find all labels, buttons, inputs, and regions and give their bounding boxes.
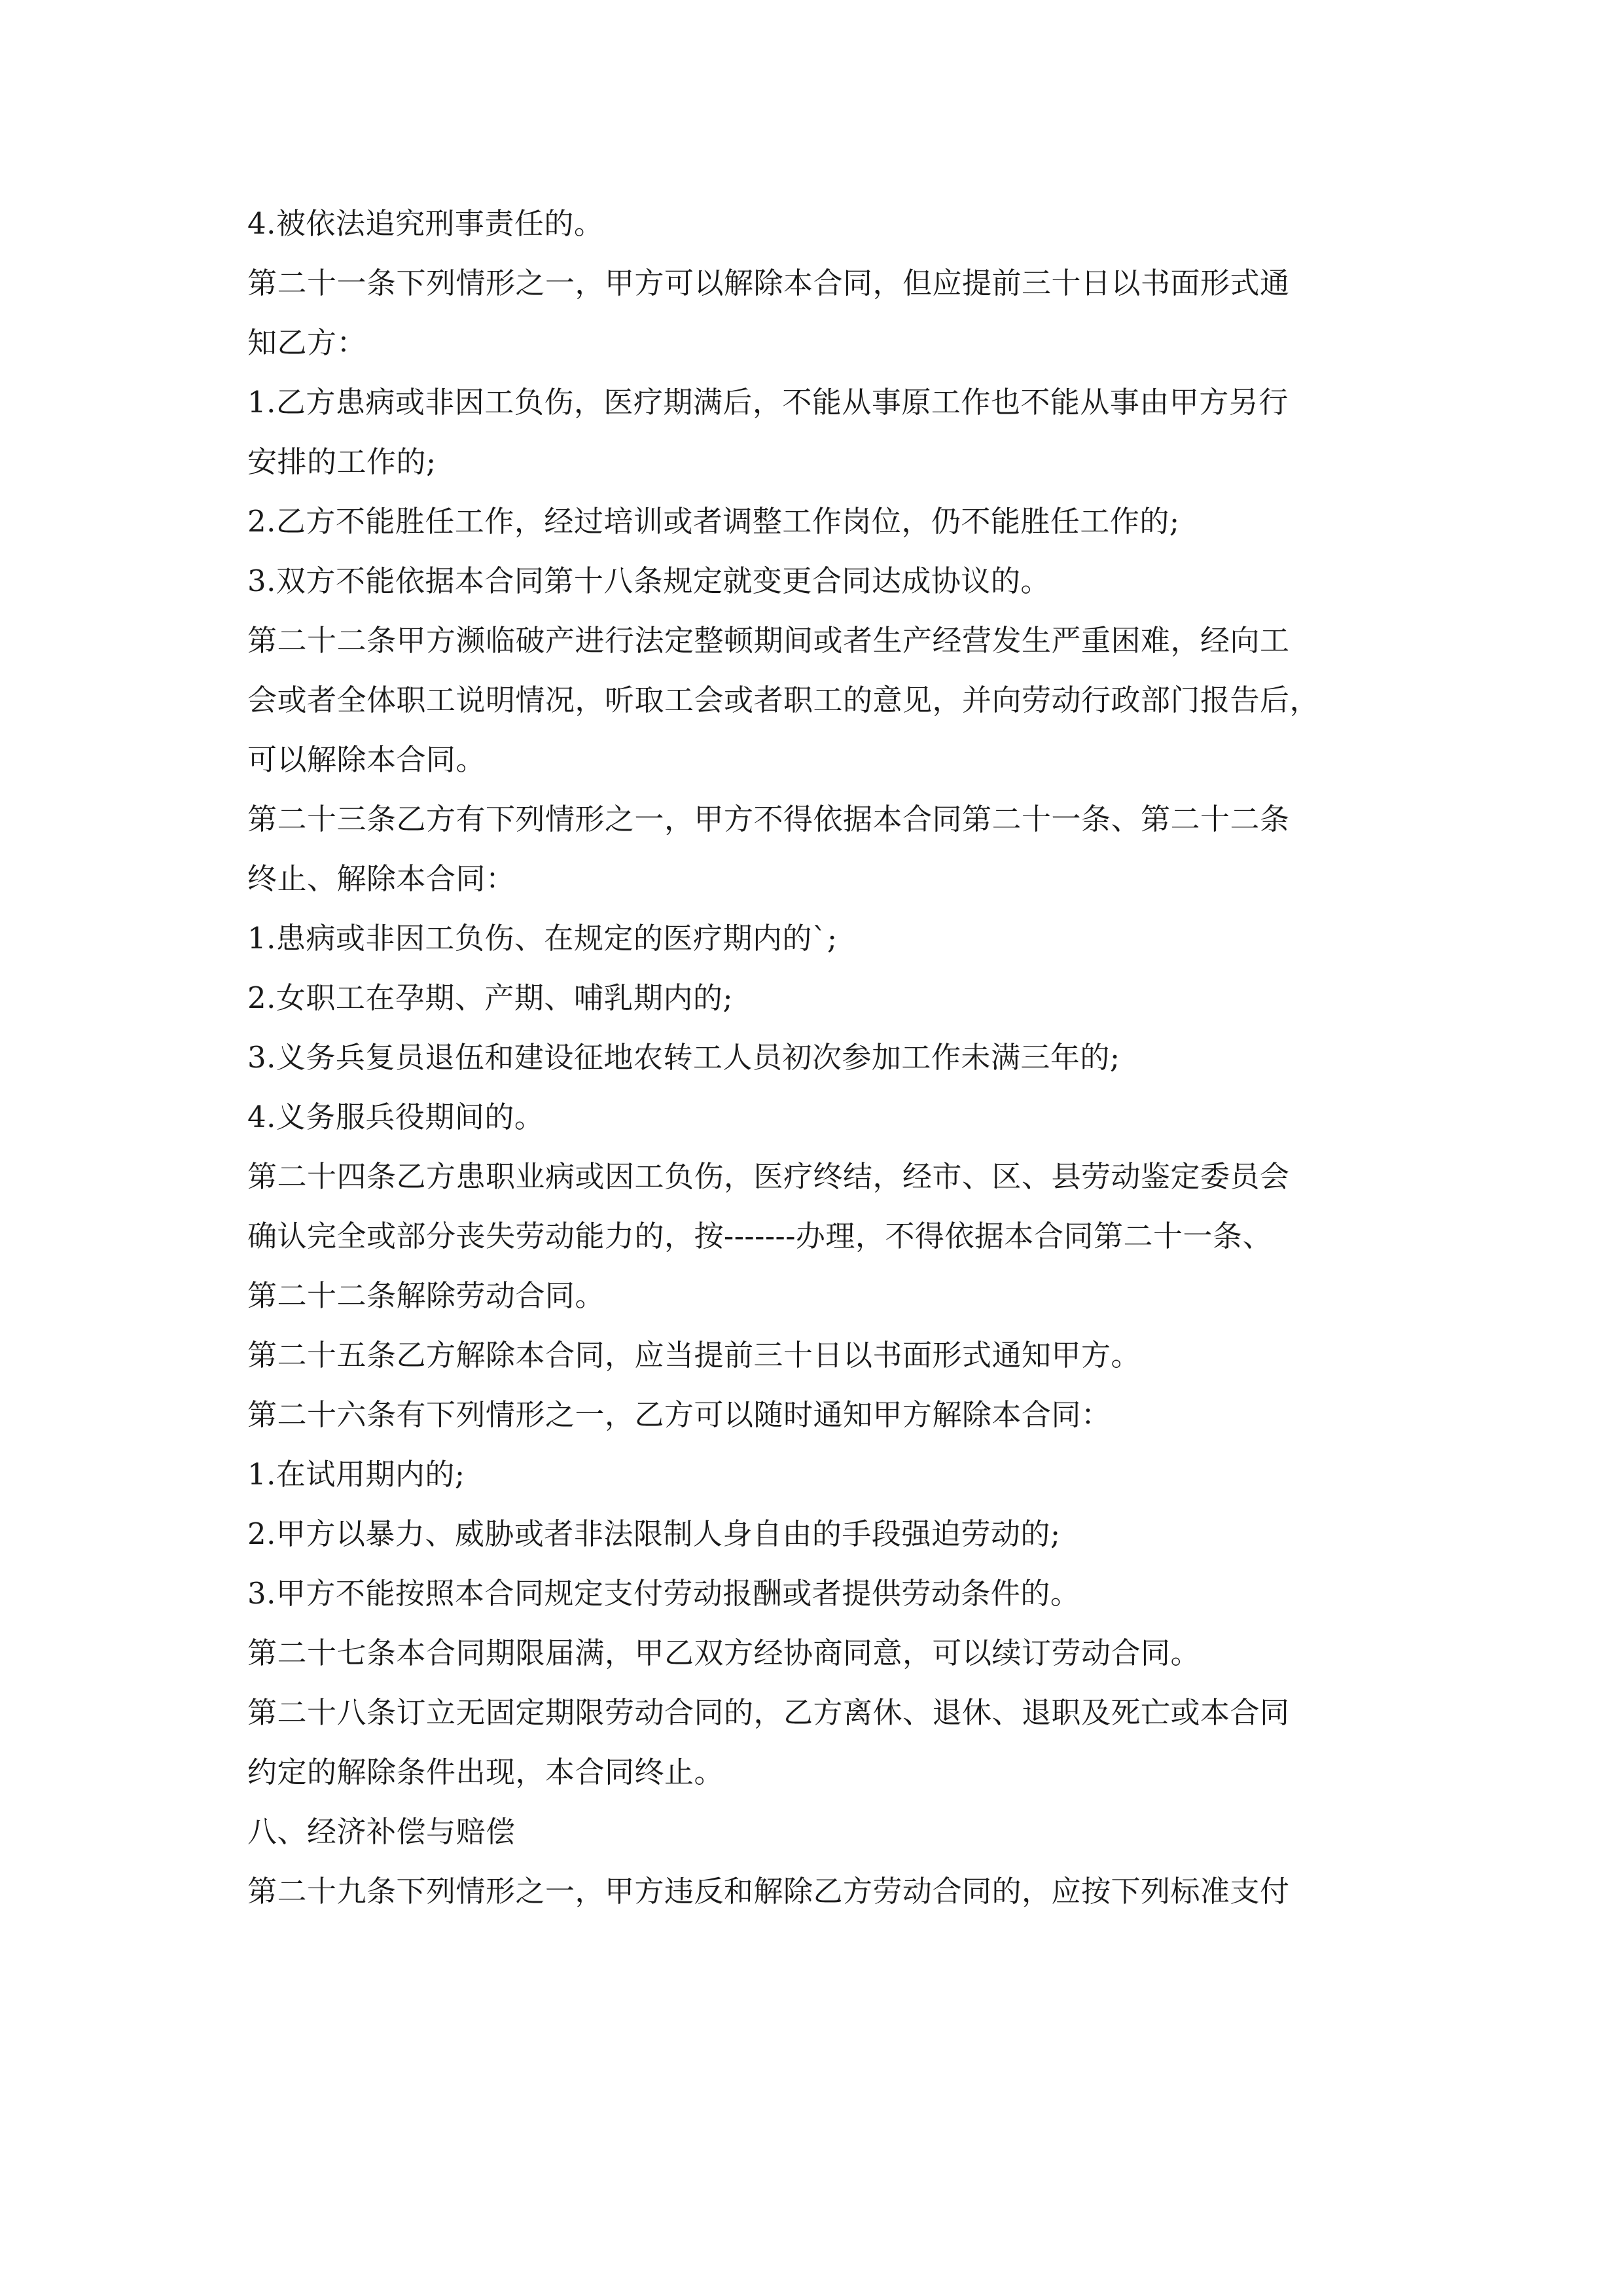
text-line: 1.在试用期内的; bbox=[247, 1457, 465, 1492]
text-line: 约定的解除条件出现，本合同终止。 bbox=[247, 1755, 724, 1789]
text-line: 3.甲方不能按照本合同规定支付劳动报酬或者提供劳动条件的。 bbox=[247, 1576, 1080, 1611]
text-line: 2.女职工在孕期、产期、哺乳期内的; bbox=[247, 980, 734, 1015]
text-line: 第二十六条有下列情形之一，乙方可以随时通知甲方解除本合同： bbox=[247, 1397, 1111, 1432]
text-line: 安排的工作的; bbox=[247, 444, 437, 479]
text-line: 3.双方不能依据本合同第十八条规定就变更合同达成协议的。 bbox=[247, 564, 1050, 598]
text-line: 第二十四条乙方患职业病或因工负伤，医疗终结，经市、区、县劳动鉴定委员会 bbox=[247, 1159, 1290, 1194]
text-line: 第二十三条乙方有下列情形之一，甲方不得依据本合同第二十一条、第二十二条 bbox=[247, 802, 1290, 836]
document-body bbox=[247, 194, 1399, 1921]
text-line: 1.患病或非因工负伤、在规定的医疗期内的`; bbox=[247, 921, 838, 956]
text-line: 可以解除本合同。 bbox=[247, 742, 486, 777]
text-line: 3.义务兵复员退伍和建设征地农转工人员初次参加工作未满三年的; bbox=[247, 1040, 1120, 1075]
text-line: 2.乙方不能胜任工作，经过培训或者调整工作岗位，仍不能胜任工作的; bbox=[247, 504, 1180, 539]
text-line: 1.乙方患病或非因工负伤，医疗期满后，不能从事原工作也不能从事由甲方另行 bbox=[247, 385, 1289, 420]
text-line: 终止、解除本合同： bbox=[247, 861, 516, 896]
text-line: 第二十二条甲方濒临破产进行法定整顿期间或者生产经营发生严重困难，经向工 bbox=[247, 623, 1290, 658]
text-line: 第二十七条本合同期限届满，甲乙双方经协商同意，可以续订劳动合同。 bbox=[247, 1636, 1201, 1670]
text-line: 确认完全或部分丧失劳动能力的，按-------办理，不得依据本合同第二十一条、 bbox=[247, 1219, 1272, 1253]
text-line: 第二十一条下列情形之一，甲方可以解除本合同，但应提前三十日以书面形式通 bbox=[247, 266, 1290, 300]
text-line: 4.义务服兵役期间的。 bbox=[247, 1100, 544, 1134]
text-line: 第二十五条乙方解除本合同，应当提前三十日以书面形式通知甲方。 bbox=[247, 1338, 1141, 1372]
text-line: 2.甲方以暴力、威胁或者非法限制人身自由的手段强迫劳动的; bbox=[247, 1516, 1061, 1551]
text-line: 知乙方： bbox=[247, 325, 367, 360]
text-line: 会或者全体职工说明情况，听取工会或者职工的意见，并向劳动行政部门报告后， bbox=[247, 683, 1320, 717]
text-line: 第二十八条订立无固定期限劳动合同的，乙方离休、退休、退职及死亡或本合同 bbox=[247, 1695, 1290, 1730]
text-line: 第二十二条解除劳动合同。 bbox=[247, 1278, 605, 1313]
text-line: 第二十九条下列情形之一，甲方违反和解除乙方劳动合同的，应按下列标准支付 bbox=[247, 1874, 1290, 1909]
section-heading: 八、经济补偿与赔偿 bbox=[247, 1814, 516, 1849]
text-line: 4.被依法追究刑事责任的。 bbox=[247, 206, 604, 241]
